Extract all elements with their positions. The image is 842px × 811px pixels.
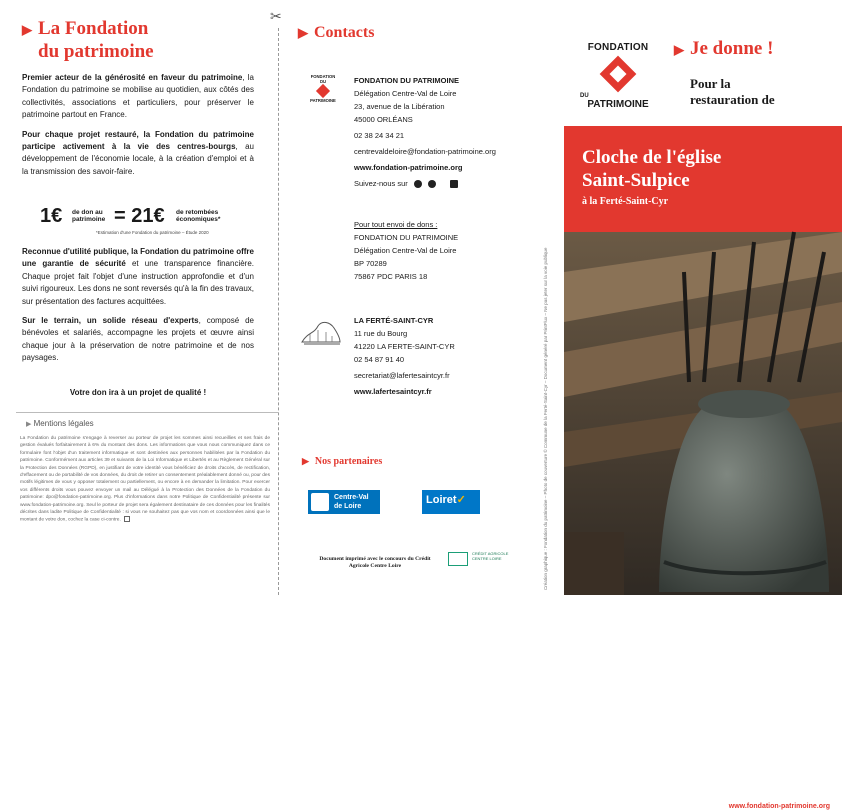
ferte-contact: LA FERTÉ-SAINT-CYR 11 rue du Bourg 41220 LA FERTE-SAINT-CYR 02 54 87 91 40 secretariat@lafertesaintcyr.fr www.lafertesaintcyr.fr (354, 316, 455, 396)
legal-box (16, 412, 278, 595)
facebook-icon[interactable] (414, 180, 422, 188)
web-link[interactable]: www.lafertesaintcyr.fr (354, 387, 432, 396)
guarantee-text: Reconnue d'utilité publique, la Fondation du patrimoine offre une garantie de sécurité et une transparence financière. Chaque projet fait l'objet d'une instruction approfondie et d'un suivi rigoureux. Les dons ne sont reversés qu'à la fin des travaux, sur présentation des factures acquittées. Sur le terrain, un solide réseau d'experts, composé de bénévoles et salariés, accompagne les projets et œuvre ainsi chaque jour à la préservation de notre patrimoine et de nos paysages. (22, 247, 254, 363)
panel-title: ▶ La Fondation du patrimoine (22, 18, 154, 62)
fondation-diamond-icon (600, 56, 637, 93)
intro-text: Premier acteur de la générosité en faveur du patrimoine, la Fondation du patrimoine se mobilise au quotidien, aux côtés des collectivités, associations et particuliers, pour préserver le patrimoine partout en France. Pour chaque projet restauré, la Fondation du patrimoine participe activement à la vie des centres-bourgs, au développement de l'économie locale, à la création d'emploi et à la transmission des savoir-faire. (22, 73, 254, 176)
project-title-box: Cloche de l'église Saint-Sulpice à la Ferté-Saint-Cyr (564, 126, 842, 232)
bell-photo (564, 232, 842, 810)
linkedin-icon[interactable] (450, 180, 458, 188)
arrow-icon: ▶ (298, 25, 308, 40)
je-donne-heading: ▶ Je donne ! (674, 38, 774, 59)
loiret-logo: Loiret✓ (422, 490, 480, 514)
print-support-note: Document imprimé avec le concours du Crédit Agricole Centre Loire (319, 556, 431, 569)
quality-slogan: Votre don ira à un projet de qualité ! (69, 388, 207, 397)
vertical-credit: Création graphique : Fondation du patrimoine – Photo de couverture © Commune de la Ferté-Saint-Cyr – Document généré par PrintFlux – Ne pas jeter sur la voie publique (543, 247, 548, 590)
instagram-icon[interactable] (428, 180, 436, 188)
fondation-logo: FONDATION DU PATRIMOINE (580, 42, 649, 110)
cut-line (278, 28, 279, 595)
envoi-dons: Pour tout envoi de dons : FONDATION DU PATRIMOINE Délégation Centre-Val de Loire BP 70289 75867 PDC PARIS 18 (354, 220, 459, 281)
web-link[interactable]: www.fondation-patrimoine.org (354, 163, 463, 172)
ca-icon (448, 552, 468, 566)
web-link[interactable]: www.fondation-patrimoine.org (728, 803, 830, 810)
region-icon (311, 493, 329, 511)
arrow-icon: ▶ (674, 42, 684, 57)
panel-contacts (280, 0, 538, 595)
legal-text: La Fondation du patrimoine s'engage à reverser au porteur de projet les sommes ainsi recueillies et ses frais de gestion évalués forfaitairement à 6% du montant des dons. Les informations que vous nous communiquez dans ce formulaire font l'objet d'un traitement informatique et sont destinées aux personnes habilitées par la Fondation du patrimoine. Conformément aux articles 39 et suivants de la Loi Informatique et Libertés et au Règlement Général sur la Protection des Données (RGPD), en justifiant de votre identité vous bénéficiez de droits d'accès, de rectification, d'effacement ou de portabilité de vos données, du droit de retirer un consentement préalablement donné ou, pour des motifs légitimes de vous y opposer totalement ou partiellement, ou encore à en demander la limitation. Pour exercer vos différents droits vous pouvez envoyer un mail au Délégué à la Protection des Données de la Fondation du patrimoine: dpo@fondation-patrimoine.org. Plus d'informations dans notre Politique de Confidentialité présente sur www.fondation-patrimoine.org. Seul le porteur de projet sera également destinataire de ces données pour les finalités décrites dans ladite Politique de Confidentialité : si vous ne souhaitez pas que vos nom et coordonnées ainsi que le montant de votre don, cochez la case ci-contre. (20, 436, 270, 523)
email-link[interactable]: centrevaldeloire@fondation-patrimoine.org (354, 147, 496, 156)
arrow-icon: ▶ (302, 456, 309, 466)
partners-title: ▶ Nos partenaires (302, 456, 383, 467)
church-sketch-icon (300, 312, 342, 348)
fondation-contact: FONDATION DU PATRIMOINE Délégation Centre-Val de Loire 23, avenue de la Libération 45000 ORLÉANS 02 38 24 34 21 centrevaldeloire@fondation-patrimoine.org www.fondation-patrimoine.org Suivez-nous sur (354, 76, 496, 188)
pour-la-restauration: Pour la restauration de (690, 76, 775, 107)
panel-title: ▶ Contacts (298, 24, 375, 41)
email-link[interactable]: secretariat@lafertesaintcyr.fr (354, 371, 450, 380)
region-centre-logo: Centre-Val de Loire (308, 490, 380, 514)
retrouvez-note: Retrouvez tous les projets sur www.fondation-patrimoine.org (728, 785, 832, 810)
diamond-icon (316, 84, 330, 98)
loiret-mark-icon: ✓ (456, 494, 466, 506)
panel-fondation (0, 0, 278, 595)
arrow-icon: ▶ (26, 421, 32, 428)
arrow-icon: ▶ (22, 22, 32, 37)
fondation-mini-logo: FONDATION DU PATRIMOINE (310, 74, 336, 103)
scissors-icon: ✂ (270, 8, 282, 24)
credit-agricole-logo: CRÉDIT AGRICOLE CENTRE LOIRE (448, 550, 506, 570)
donation-equation: 1€ de don au patrimoine = 21€ de retombées économiques* *Estimation d'une Fondation du patrimoine – Étude 2020 (40, 205, 221, 235)
opt-out-checkbox[interactable] (124, 516, 130, 522)
legal-title: ▶ Mentions légales (26, 419, 94, 428)
